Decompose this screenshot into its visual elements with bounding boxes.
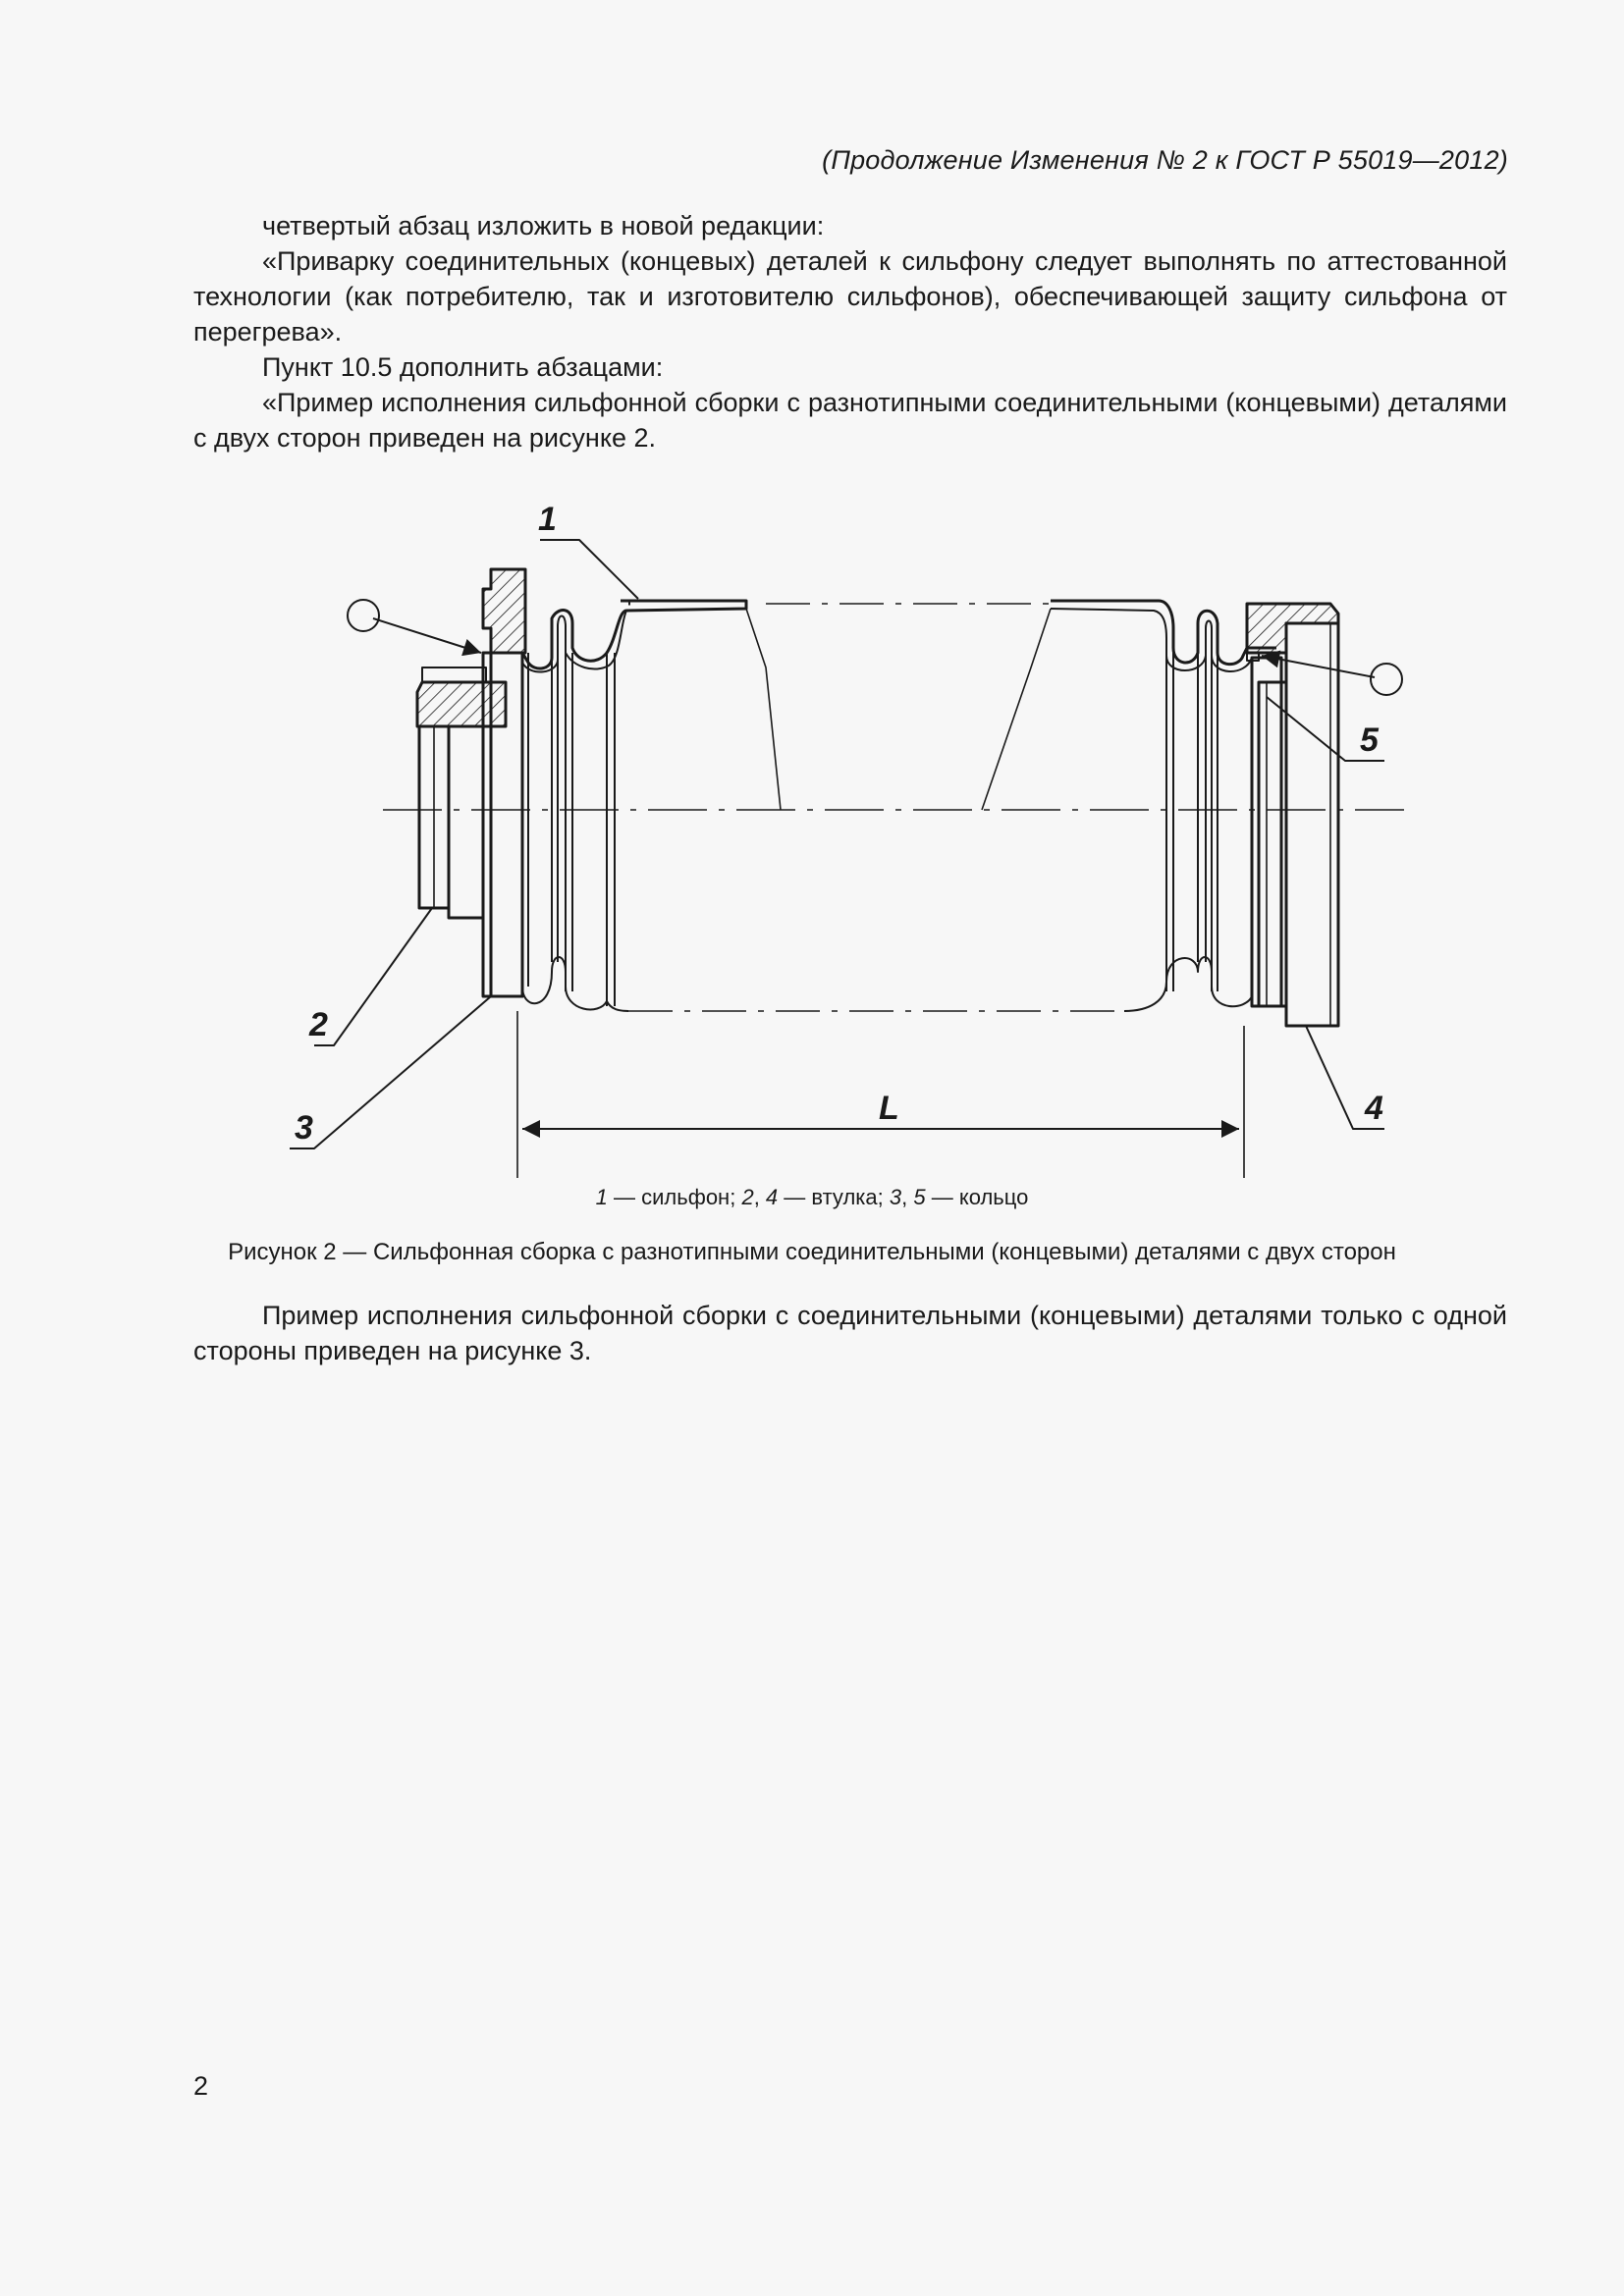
body-text-after-figure (193, 1298, 1507, 1368)
weld-arrow-right (1262, 656, 1375, 677)
label-1: 1 (538, 501, 557, 538)
weld-symbol-right (1371, 664, 1402, 695)
label-5: 5 (1360, 721, 1379, 759)
legend-sep: , (753, 1185, 766, 1209)
leader-2 (314, 908, 432, 1045)
legend-text: — кольцо (925, 1185, 1029, 1209)
label-3: 3 (295, 1109, 313, 1147)
label-4: 4 (1365, 1090, 1383, 1127)
legend-sep: , (901, 1185, 914, 1209)
legend-text: — втулка; (778, 1185, 890, 1209)
weld-arrow-left (373, 618, 481, 653)
legend-num: 5 (913, 1185, 926, 1209)
figure-caption: Рисунок 2 — Сильфонная сборка с разнотипными соединительными (концевыми) деталями с двух сторон (228, 1239, 1396, 1265)
bellows-top-profile-left (493, 601, 746, 668)
paragraph: Пример исполнения сильфонной сборки с соединительными (концевыми) деталями только с одной стороны приведен на рисунке 3. (193, 1301, 1507, 1365)
weld-symbol-left (348, 600, 379, 631)
legend-num: 3 (889, 1185, 902, 1209)
label-2: 2 (309, 1006, 328, 1043)
legend-num: 4 (765, 1185, 779, 1209)
figure-2-drawing (265, 491, 1443, 1178)
ring-5-section (1247, 604, 1338, 653)
paragraph: «Приварку соединительных (концевых) деталей к сильфону следует выполнять по аттестованной технологии (как потребителю, так и изготовителю сильфонов), обеспечивающей защиту сильфона от перегрева». (193, 246, 1507, 347)
legend-num: 1 (595, 1185, 608, 1209)
paragraph: Пункт 10.5 дополнить абзацами: (262, 352, 664, 382)
bellows-top-profile-right (1051, 601, 1276, 665)
legend-num: 2 (741, 1185, 754, 1209)
label-dimension-L: L (879, 1090, 899, 1127)
body-text (193, 208, 1507, 455)
bellows-assembly-drawing (265, 491, 1443, 1178)
paragraph: четвертый абзац изложить в новой редакции: (262, 211, 825, 240)
ring-3-section (483, 569, 525, 653)
leader-1 (540, 540, 638, 599)
page-number: 2 (193, 2071, 209, 2101)
continuation-header: (Продолжение Изменения № 2 к ГОСТ Р 55019—2012) (822, 145, 1508, 175)
legend-text: — сильфон; (607, 1185, 742, 1209)
paragraph: «Пример исполнения сильфонной сборки с разнотипными соединительными (концевыми) деталями с двух сторон приведен на рисунке 2. (193, 388, 1507, 453)
figure-legend (0, 1185, 1624, 1210)
